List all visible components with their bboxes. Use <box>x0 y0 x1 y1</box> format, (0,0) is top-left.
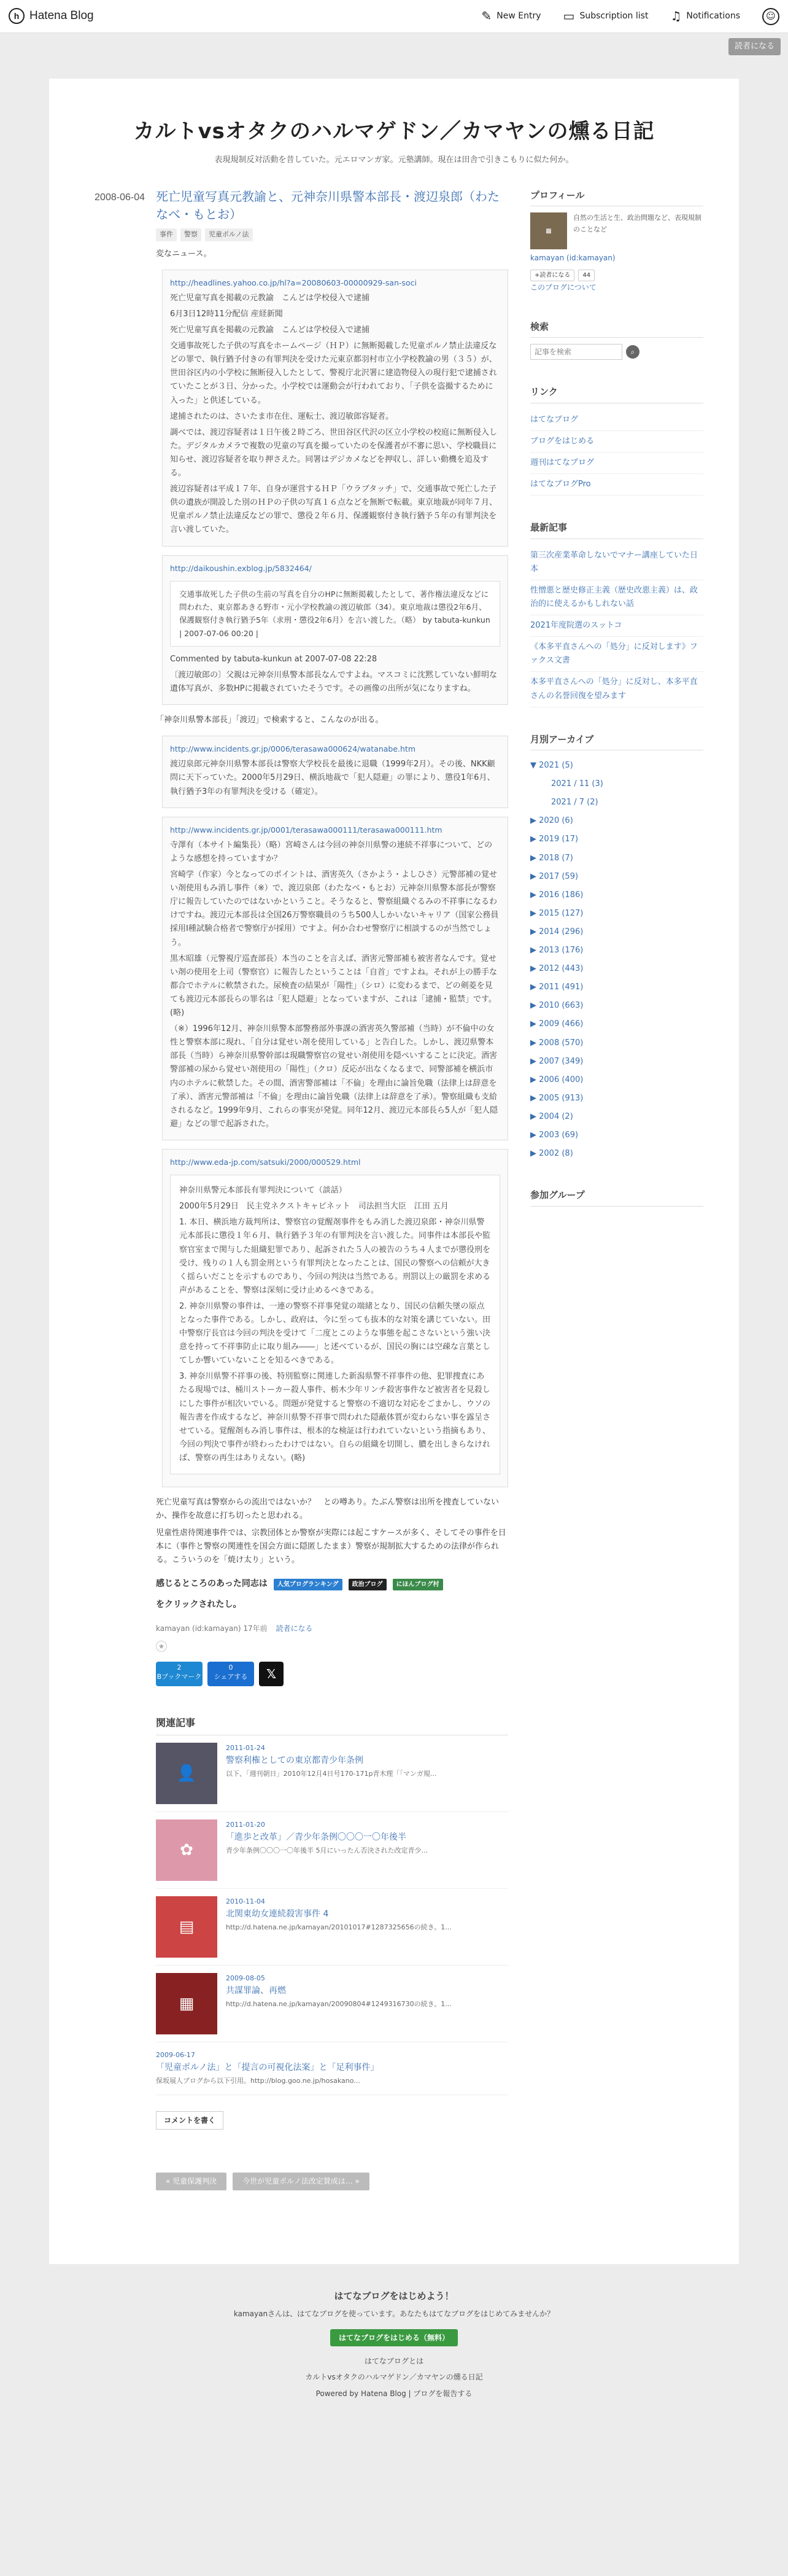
recent-entry-link[interactable]: 《本多平直さんへの「処分」に反対します》ファクス文書 <box>530 637 703 672</box>
recent-entry-link[interactable]: 第三次産業革命しないでマナー講座していた日本 <box>530 545 703 580</box>
groups-module <box>530 1188 703 1207</box>
hatena-bookmark-button[interactable] <box>156 1662 203 1686</box>
ranking-prompt <box>156 1577 508 1613</box>
archive-year[interactable]: ▶ 2013 (176) <box>530 946 584 955</box>
quote-text: 渡辺容疑者は平成１７年、自身が運営するＨＰ「ウラブタッチ」で、交通事故で死亡した子供の遺族が開設した別のＨＰの子供の写真１６点などを無断で転載。東京地裁が同年７月、児童ポルノ禁止法違反などの罪で、懲役２年６月、保護観察付き執行猶予５年の有罪判決を言い渡していた。 <box>170 484 498 535</box>
entry-categories <box>156 228 508 241</box>
sidebar-link[interactable]: 週刊はてなブログ <box>530 453 703 474</box>
bookmark-count: 2 <box>177 1663 182 1671</box>
search-icon[interactable]: ⌕ <box>626 345 639 359</box>
archive-module <box>530 732 703 1164</box>
powered-by[interactable]: Powered by Hatena Blog | ブログを報告する <box>315 2389 473 2398</box>
recent-entries-module <box>530 520 703 707</box>
entry-body <box>156 247 508 1613</box>
quote-text: （※）1996年12月、神奈川県警本部警務部外事課の酒害英久警部補（当時）が不倫中の女性と警察本部に現れ、「自分は覚せい剤を使用している」と告白した。しかし、渡辺県警本部長（当時）ら神奈川県警幹部は現職警察官の覚せい剤使用を隠ぺいすることに決定。酒害警部補の尿から覚せい剤使用の「陽性」（クロ）反応が出なくなるまで、同警部補を横浜市内のホテルに軟禁した。その間、酒害警部補は「不倫」を理由に論旨免職（法律上は辞意を了承）、酒害元警部補は「不倫」を理由に論旨免職（法律上は辞意を了承）。警察組織も支給されるなど。1999年9月、これらの事実が発覚。同年12月、渡辺元本部長ら5人が「犯人隠避」などの罪で起訴された。 <box>170 1024 498 1129</box>
recent-entry-link[interactable]: 本多平直さんへの「処分」に反対し、本多平直さんの名誉回復を望みます <box>530 672 703 707</box>
quote-text: 死亡児童写真を掲載の元教諭 こんどは学校侵入で逮捕 <box>170 325 370 335</box>
search-heading: 検索 <box>530 319 703 338</box>
recent-entry-link[interactable]: 2021年度院選のスットコ <box>530 615 703 637</box>
subscribe-reader-button[interactable]: 読者になる <box>728 38 781 55</box>
search-input[interactable] <box>530 344 622 360</box>
entry <box>156 188 508 2190</box>
notifications-label: Notifications <box>686 10 740 21</box>
entry-intro: 変なニュース。 <box>156 249 212 259</box>
pager <box>156 2173 508 2190</box>
archive-year[interactable]: ▶ 2005 (913) <box>530 1093 584 1103</box>
archive-year[interactable]: ▶ 2007 (349) <box>530 1056 584 1066</box>
archive-month[interactable]: 2021 / 7 (2) <box>551 798 598 807</box>
profile-text: 自然の生活と生、政治問題など、表現規制のことなど <box>573 214 701 234</box>
related-title[interactable]: 「進歩と改革」／青少年条例〇〇〇一〇年後半 <box>226 1832 406 1843</box>
quote-text: 神奈川県警元本部長有罪判決について（談話） <box>179 1186 347 1196</box>
sidebar-link[interactable]: ブログをはじめる <box>530 431 703 453</box>
related-thumbnail: 👤 <box>156 1743 217 1804</box>
archive-year[interactable]: ▶ 2002 (8) <box>530 1149 573 1159</box>
related-title[interactable]: 「児童ポルノ法」と「提言の可視化法案」と「足利事件」 <box>156 2063 379 2073</box>
page-footer <box>0 2264 788 2422</box>
ranking-label: 感じるところのあった同志は <box>156 1579 268 1589</box>
archive-heading: 月別アーカイブ <box>530 732 703 751</box>
related-title[interactable]: 警察利権としての東京都青少年条例 <box>226 1756 363 1766</box>
next-entry-link[interactable]: 今世が児童ポルノ法改定賛成は… » <box>233 2173 369 2190</box>
search-module <box>530 319 703 360</box>
related-thumbnail: ▤ <box>156 1896 217 1958</box>
recent-heading: 最新記事 <box>530 520 703 539</box>
archive-month[interactable]: 2021 / 11 (3) <box>551 779 603 789</box>
archive-year[interactable]: ▶ 2006 (400) <box>530 1075 584 1084</box>
quote-text: 6月3日12時11分配信 産経新聞 <box>170 309 283 319</box>
related-date: 2011-01-24 <box>226 1743 265 1752</box>
quote-text: 交通事故死した子供の写真をホームページ（ＨＰ）に無断掲載した児童ポルノ禁止法違反などの罪で、執行猶予付きの有罪判決を受けた元東京都羽村市立小学校教諭の男（３５）が、世田谷区内の小学校に無断侵入したとして、警視庁北沢署に建造物侵入の現行犯で逮捕されていたことが３日、分かった。小学校では運動会が行われており、「子供を盗撮するために入った」と供述している。 <box>170 341 497 405</box>
related-thumbnail: ✿ <box>156 1819 217 1881</box>
archive-year[interactable]: ▶ 2003 (69) <box>530 1130 579 1140</box>
related-heading: 関連記事 <box>156 1714 508 1735</box>
footer-lead: kamayanさんは、はてなブログを使っています。あなたもはてなブログをはじめてみませんか？ <box>233 2309 555 2319</box>
quote-text: 2. 神奈川県警の事件は、一連の警察不祥事発覚の端緒となり、国民の信頼失墜の原点となった事件である。しかし、政府は、今に至っても抜本的な対策を講じていない。田中警察庁長官は今回の判決を受けて「二度とこのような事態を起こさないという強い決意を持って不祥事防止に取り組み――」と述べているが、国民の胸には空疎な言葉としてしか響いていないことを知るべきである。 <box>179 1301 491 1366</box>
related-snippet: http://d.hatena.ne.jp/kamayan/20090804#1249316730の続き。1... <box>226 2000 452 2009</box>
related-snippet: http://d.hatena.ne.jp/kamayan/20101017#1287325656の続き。1... <box>226 1923 452 1932</box>
entry-author[interactable]: kamayan (id:kamayan) 17年前 <box>156 1624 268 1633</box>
quote-link[interactable]: http://www.incidents.gr.jp/0001/terasawa000111/terasawa000111.htm <box>170 825 442 835</box>
related-item[interactable] <box>156 1812 508 1889</box>
footer-blog-name[interactable]: カルトvsオタクのハルマゲドン／カマヤンの燻る日記 <box>305 2373 483 2382</box>
links-module <box>530 384 703 496</box>
ranking-suffix: をクリックされたし。 <box>156 1600 242 1610</box>
quote-text: 調べでは、渡辺容疑者は１日午後２時ごろ、世田谷区代沢の区立小学校の校庭に無断侵入した。デジタルカメラで複数の児童の写真を撮っていたのを保護者が不審に思い、学校職員に知らせ、渡辺容疑者を取り押さえた。同署はデジカメなどを押収し、詳しい動機を追及する。 <box>170 427 498 478</box>
blockquote-4 <box>162 817 508 1140</box>
blog-container <box>49 79 739 2264</box>
subscription-list-link[interactable] <box>563 9 649 24</box>
write-comment-button[interactable]: コメントを書く <box>156 2111 223 2130</box>
archive-year[interactable]: ▶ 2008 (570) <box>530 1038 584 1048</box>
notifications-link[interactable] <box>670 9 740 24</box>
prev-entry-link[interactable]: « 児童保護判決 <box>156 2173 226 2190</box>
share-buttons <box>156 1662 508 1686</box>
entry-footer <box>156 1622 508 1635</box>
closing-text: 児童性虐待関連事件では、宗教団体とか警察が実際には起こすケースが多く、そしてその事件を日本に（事件と警察の関連性を国会方面に隠匿したまま）警察が規制拡大するための法律が作られる。こういうのを「焼け太り」という。 <box>156 1528 506 1565</box>
quote-text: 3. 神奈川県警不祥事の後、特別監察に関連した新潟県警不祥事件の他、犯罪捜査にあたる現場では、桶川ストーカー殺人事件、栃木少年リンチ殺害事件など被害者を見殺しにした事件が相次いでいる。問題が発覚すると警察の不適切な対応をごまかし、ウソの報告書を作成するなど、神奈川県警不祥事で問われた隠蔽体質が変わらない事を露呈させている。覚醒剤もみ消し事件は、根本的な検証は行われていないという指摘もあり、今回の判決で事件が終わったわけではない。自らの組織を切開し、膿を出しきらなければ、警察の再生はありえない。(略) <box>179 1372 491 1463</box>
add-star-icon[interactable]: ★ <box>156 1641 167 1652</box>
subscription-label: Subscription list <box>579 10 649 21</box>
related-snippet: 保坂展人ブログから以下引用。http://blog.goo.ne.jp/hosakano... <box>156 2077 360 2085</box>
quote-text: 1. 本日、横浜地方裁判所は、警察官の覚醒剤事件をもみ消した渡辺泉郎・神奈川県警元本部長に懲役１年６月、執行猶予３年の有罪判決を言い渡した。同事件は本部長や監察官室まで関与した組織犯罪であり、起訴された５人の被告のうち４人までが懲役刑を受け、残りの１人も罰金刑という有罪判決となったことは、国民の警察への信頼が大きく揺らいだことを示すものであり、今回の判決は当然である。刑罰以上の厳罰を求める声があることを、警察は深刻に受け止めるべきである。 <box>179 1218 491 1295</box>
hatena-logo-icon: h <box>9 8 25 24</box>
sidebar-link[interactable]: はてなブログ <box>530 410 703 431</box>
archive-year[interactable]: ▶ 2019 (17) <box>530 835 579 844</box>
blog-description: 表現規制反対活動を昔していた。元エロマンガ家。元塾講師。現在は田舎で引きこもりに似た何か。 <box>214 155 574 165</box>
profile-avatar[interactable]: ▩ <box>530 212 567 249</box>
archive-year[interactable]: ▼ 2021 (5) <box>530 761 573 771</box>
archive-year[interactable]: ▶ 2018 (7) <box>530 853 573 863</box>
quote-text: 逮捕されたのは、さいたま市在住、運転士、渡辺敏郎容疑者。 <box>170 411 394 421</box>
related-date: 2010-11-04 <box>226 1897 265 1905</box>
quote-text: 渡辺泉郎元神奈川県警本部長は警察大学校長を最後に退職（1999年2月）。その後、NKK顧問に天下っていた。2000年5月29日、横浜地裁で「犯人隠避」の罪により、懲役1年6月、執行猶予3年の有罪判決を受ける（確定）。 <box>170 760 495 796</box>
blockquote-1 <box>162 270 508 547</box>
profile-heading: プロフィール <box>530 188 703 207</box>
recent-entry-link[interactable]: 性憎悪と歴史修正主義（歴史改悪主義）は、政治的に使えるかもしれない話 <box>530 580 703 615</box>
blog-header <box>79 79 709 188</box>
entry-title[interactable]: 死亡児童写真元教諭と、元神奈川県警本部長・渡辺泉郎（わたなべ・もとお） <box>156 189 500 222</box>
facebook-share-button[interactable] <box>207 1662 254 1686</box>
groups-heading: 参加グループ <box>530 1188 703 1207</box>
related-snippet: 以下、「週刊朝日」2010年12月4日号170-171p青木理「「マンガ規... <box>226 1770 437 1778</box>
related-date: 2009-08-05 <box>226 1974 265 1982</box>
new-entry-link[interactable] <box>482 9 541 24</box>
pencil-icon: ✎ <box>481 9 492 24</box>
related-item[interactable] <box>156 1735 508 1812</box>
blockquote-5 <box>162 1149 508 1487</box>
quote-text: 2000年5月29日 民主党ネクストキャビネット 司法担当大臣 江田 五月 <box>179 1202 449 1212</box>
x-share-icon[interactable]: 𝕏 <box>259 1662 284 1686</box>
related-item[interactable] <box>156 2042 508 2095</box>
archive-year[interactable]: ▶ 2012 (443) <box>530 964 584 974</box>
bell-icon: ♫ <box>670 9 682 24</box>
archive-year[interactable]: ▶ 2014 (296) <box>530 927 584 936</box>
related-snippet: 青少年条例〇〇〇一〇年後半 5月にいったん否決された改定青少... <box>226 1846 428 1855</box>
profile-reader-button[interactable]: +読者になる <box>530 270 574 281</box>
start-blog-button[interactable]: はてなブログをはじめる（無料） <box>330 2329 458 2346</box>
quote-link[interactable]: http://www.eda-jp.com/satsuki/2000/000529.html <box>170 1157 361 1167</box>
quote-comment-meta: Commented by tabuta-kunkun at 2007-07-08 22:28 <box>170 654 377 664</box>
profile-name[interactable]: kamayan (id:kamayan) <box>530 254 616 263</box>
share-label: シェアする <box>214 1672 248 1681</box>
hatena-blog-logo[interactable] <box>9 6 94 26</box>
search-note: 「神奈川県警本部長」「渡辺」で検索すると、こんなのが出る。 <box>156 715 384 725</box>
ranking-badge[interactable]: にほんブログ村 <box>393 1579 443 1590</box>
archive-year[interactable]: ▶ 2016 (186) <box>530 890 584 900</box>
quote-link[interactable]: http://headlines.yahoo.co.jp/hl?a=20080603-00000929-san-soci <box>170 278 417 287</box>
user-avatar-icon[interactable]: ☺ <box>762 8 779 25</box>
archive-year[interactable]: ▶ 2011 (491) <box>530 983 584 992</box>
related-title[interactable]: 共謀罪論、再燃 <box>226 1986 286 1996</box>
bookmark-label: Bブックマーク <box>156 1672 202 1681</box>
archive-year[interactable]: ▶ 2004 (2) <box>530 1111 573 1121</box>
blockquote-2 <box>162 555 508 706</box>
quote-text: 〔渡辺敏郎の〕父親は元神奈川県警本部長なんですよね。マスコミに沈黙していない鮮明な遺体写真が、多数HPに掲載されていたそうです。その画像の出所が気になりますね。 <box>170 670 498 693</box>
links-heading: リンク <box>530 384 703 403</box>
category-tag[interactable]: 児童ポルノ法 <box>205 228 253 241</box>
nested-quote: 交通事故死した子供の生前の写真を自分のHPに無断掲載したとして、著作権法違反などに問われた、東京都あきる野市・元小学校教諭の渡辺敏郎（34）。東京地裁は懲役2年6月、保護観察付き執行猶予5年（求刑・懲役2年6月）を言い渡した。（略） by tabuta-kunkun | 2007-07-06 00:20 | <box>170 581 500 647</box>
footer-title: はてなブログをはじめよう！ <box>334 2290 454 2302</box>
blog-title[interactable]: カルトvsオタクのハルマゲドン／カマヤンの燻る日記 <box>133 119 655 144</box>
ranking-badge[interactable]: 人気ブログランキング <box>274 1579 342 1590</box>
quote-text: 黒木昭雄（元警視庁巡査部長）本当のことを言えば、酒害元警部補も被害者なんです。覚せい剤の使用を上司（警察官）に報告したということは「自首」ですよね。それが上の勝手な都合でホテルに軟禁された。尿検査の結果が「陽性」（シロ）に変わるまで、どの剣菱を見ても渡辺元本部長らの罪名は「犯人隠避」となっていますが、これは「逮捕・監禁」です。(略) <box>170 954 498 1018</box>
blockquote-3 <box>162 736 508 808</box>
related-item[interactable] <box>156 1966 508 2042</box>
related-thumbnail: ▦ <box>156 1973 217 2034</box>
related-entries <box>156 1714 508 2095</box>
quote-text: 死亡児童写真を掲載の元教諭 こんどは学校侵入で逮捕 <box>170 293 370 303</box>
profile-module <box>530 188 703 295</box>
ranking-badge[interactable]: 政治ブログ <box>349 1579 387 1590</box>
category-tag[interactable]: 事件 <box>156 228 177 241</box>
entry-date[interactable]: 2008-06-04 <box>95 192 145 203</box>
new-entry-label: New Entry <box>496 10 541 21</box>
brand-name: Hatena Blog <box>29 9 94 23</box>
category-tag[interactable]: 警察 <box>180 228 201 241</box>
main-content <box>79 188 508 2190</box>
closing-text: 死亡児童写真は警察からの流出ではないか？ との噂あり。たぶん警察は出所を捜査していないか、操作を故意に打ち切ったと思われる。 <box>156 1498 500 1521</box>
quote-text: 宮崎学（作家）今となってのポイントは、酒害英久（さかよう・よしひさ）元警部補の覚せい剤使用もみ消し事件（※）で、渡辺泉郎（わたなべ・もとお）元神奈川県警本部長が警察庁に報告していたのではないかということ。そうなると、警察組織ぐるみの不祥事になるわけですね。渡辺元本部長は全国26万警察職員のうち500人しかいないキャリア（国家公務員採用I種試験合格者で警察庁が採用）ですよ。何か合わせ警察庁に相談するのが当然でしょう。 <box>170 870 499 948</box>
share-count: 0 <box>228 1663 233 1671</box>
nested-quote <box>170 1175 500 1474</box>
archive-year[interactable]: ▶ 2009 (466) <box>530 1019 584 1029</box>
archive-year[interactable]: ▶ 2020 (6) <box>530 816 573 826</box>
quote-link[interactable]: http://www.incidents.gr.jp/0006/terasawa000624/watanabe.htm <box>170 744 416 754</box>
reader-count: 44 <box>578 270 595 281</box>
archive-year[interactable]: ▶ 2015 (127) <box>530 908 584 918</box>
related-title[interactable]: 北関東幼女連続殺害事件 4 <box>226 1909 329 1920</box>
sidebar <box>530 188 703 2190</box>
book-icon: ▭ <box>563 9 575 24</box>
quote-link[interactable]: http://daikoushin.exblog.jp/5832464/ <box>170 563 312 573</box>
archive-year[interactable]: ▶ 2017 (59) <box>530 871 579 881</box>
global-header <box>0 0 788 33</box>
about-blog-link[interactable]: このブログについて <box>530 282 597 292</box>
archive-year[interactable]: ▶ 2010 (663) <box>530 1001 584 1011</box>
entry-reader-link[interactable]: 読者になる <box>276 1624 313 1633</box>
quote-text: 寺澤有（本サイト編集長）（略）宮崎さんは今回の神奈川県警の連続不祥事について、どのような感想を持っていますか？ <box>170 840 493 864</box>
about-hatena-link[interactable]: はてなブログとは <box>364 2356 424 2365</box>
related-item[interactable] <box>156 1889 508 1966</box>
sidebar-link[interactable]: はてなブログPro <box>530 474 703 496</box>
related-date: 2009-06-17 <box>156 2050 195 2059</box>
related-date: 2011-01-20 <box>226 1820 265 1829</box>
